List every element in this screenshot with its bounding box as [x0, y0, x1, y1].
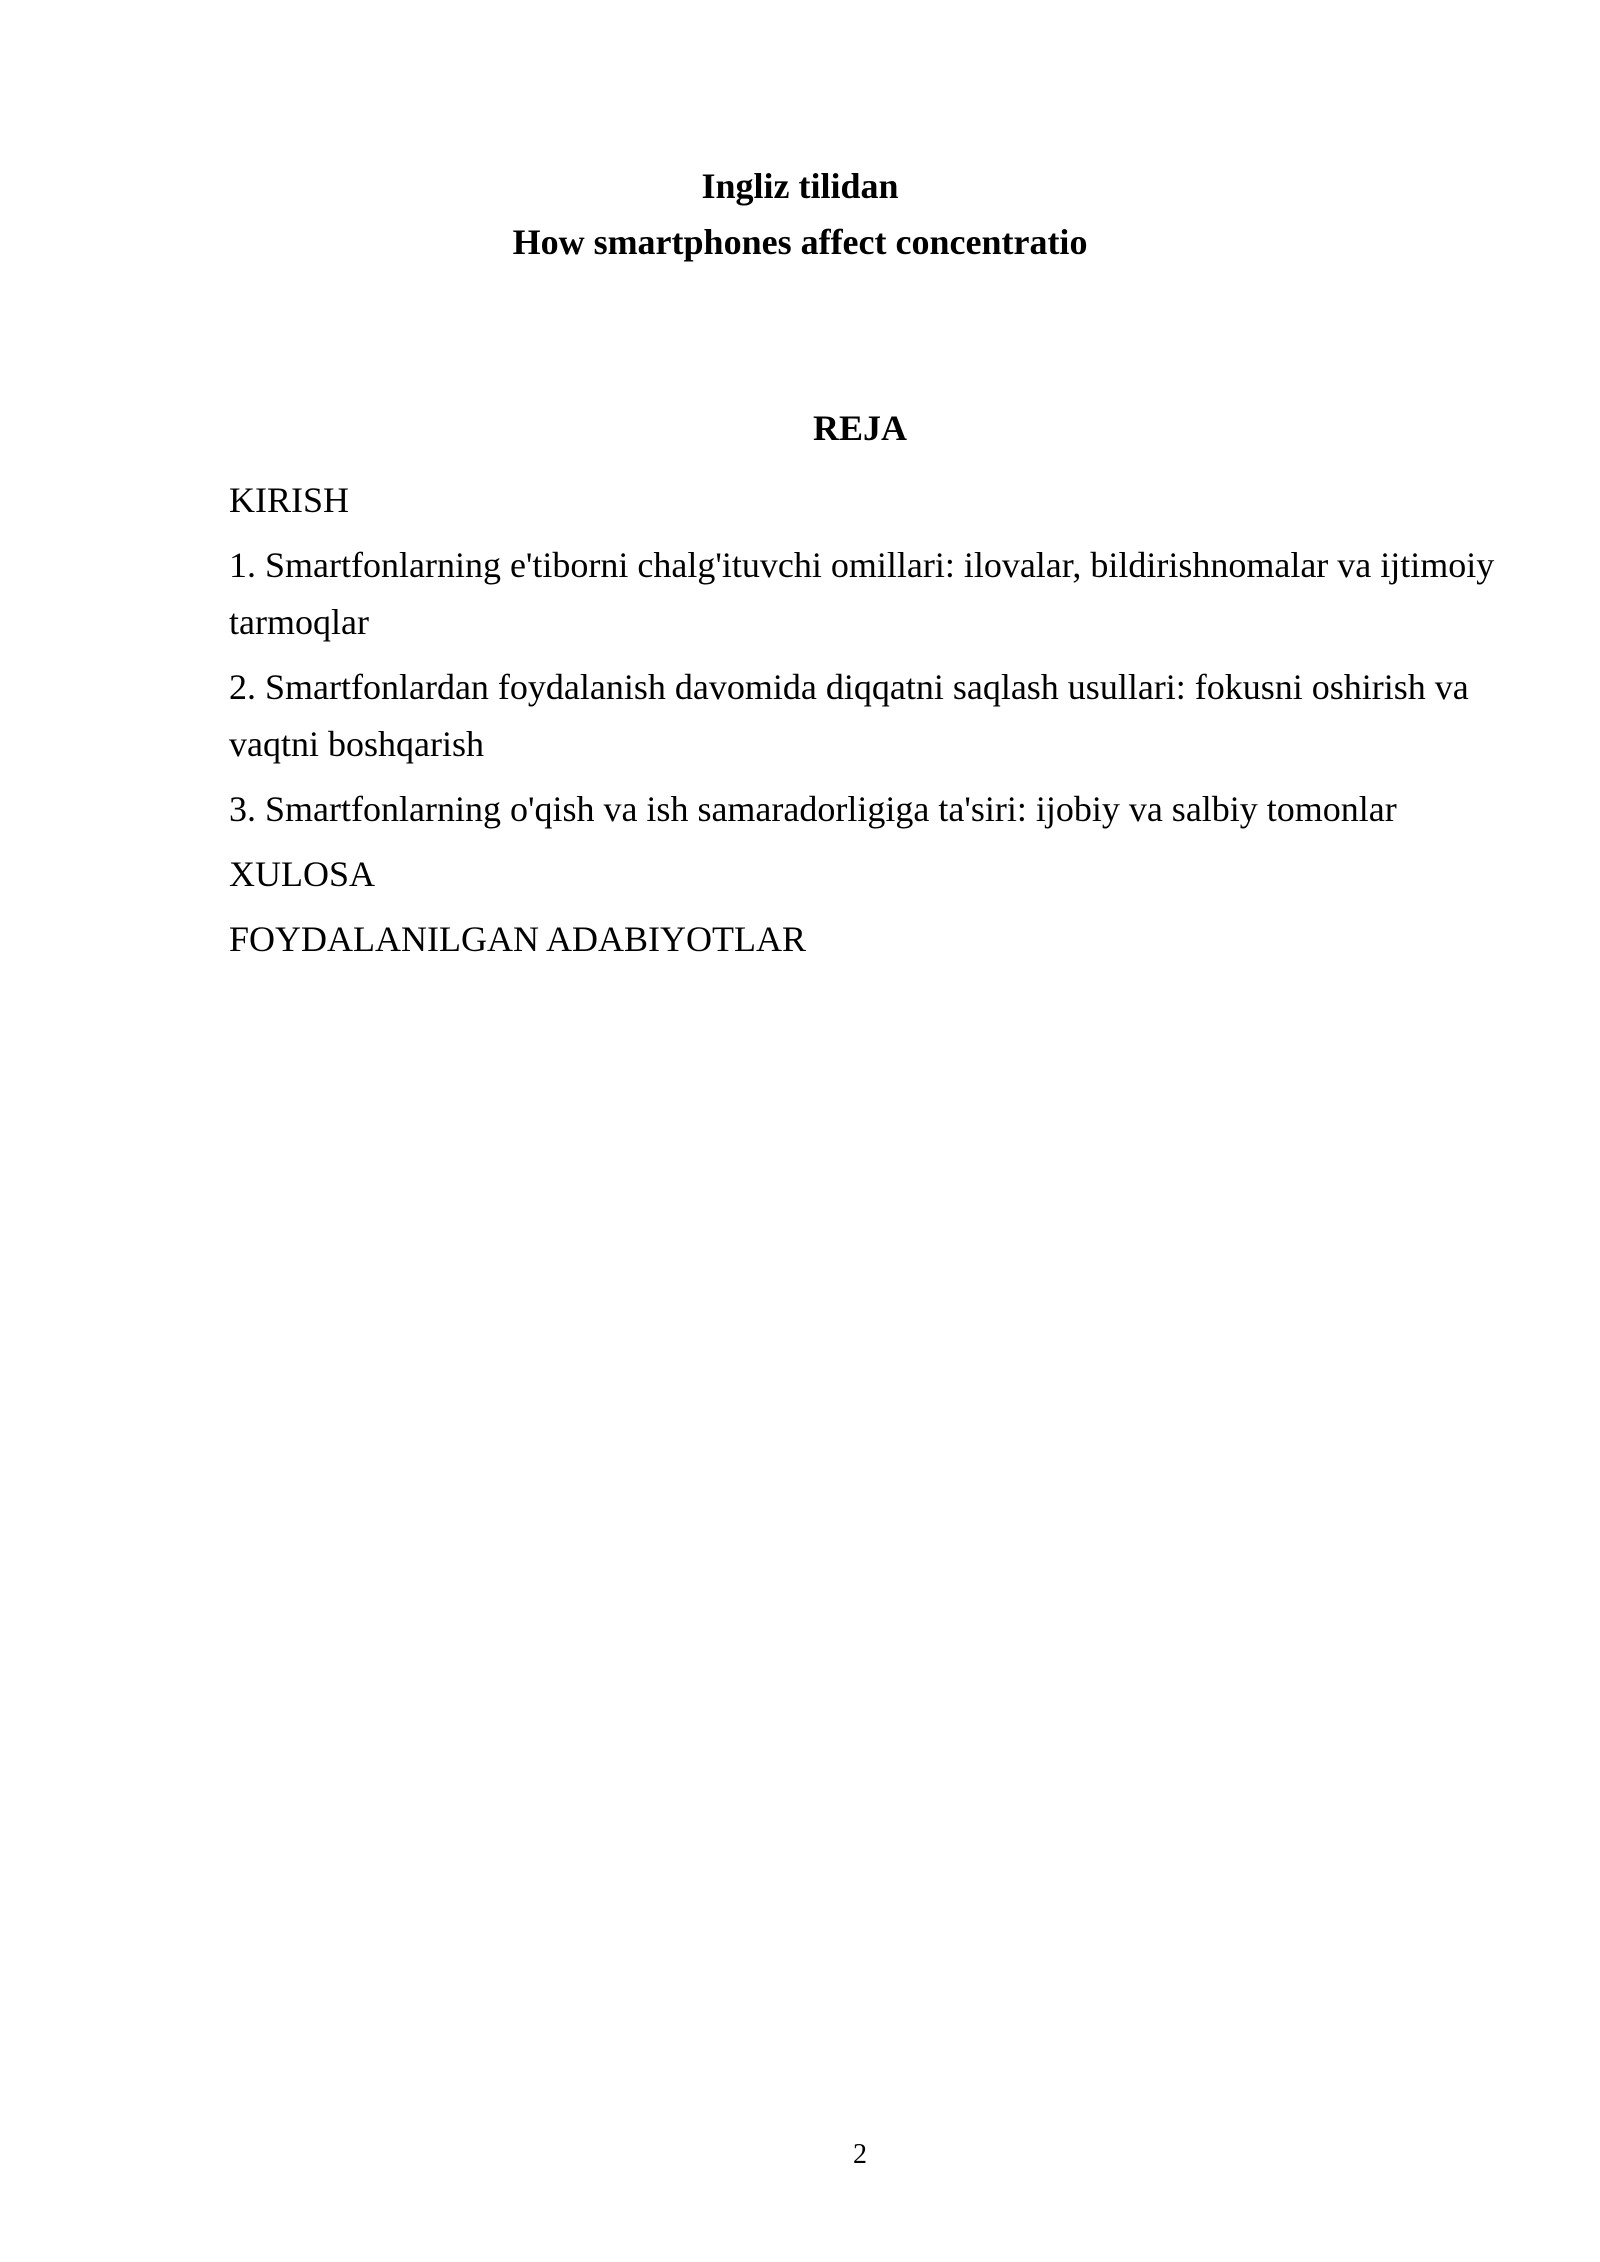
page-number: 2: [853, 2139, 867, 2170]
plan-item-3: 3. Smartfonlarning o'qish va ish samaradorligiga ta'siri: ijobiy va salbiy tomonlar: [229, 789, 1397, 829]
topic-heading: How smartphones affect concentratio: [512, 222, 1088, 262]
plan-item-2: 2. Smartfonlardan foydalanish davomida diqqatni saqlash usullari: fokusni oshirish va vaqtni boshqarish: [229, 667, 1469, 764]
subject-heading: Ingliz tilidan: [701, 166, 899, 206]
plan-title: REJA: [812, 408, 907, 448]
plan-list: [229, 472, 1519, 976]
plan-item-conclusion: XULOSA: [229, 854, 376, 894]
plan-item-introduction: KIRISH: [229, 480, 350, 520]
plan-item-1: 1. Smartfonlarning e'tiborni chalg'ituvchi omillari: ilovalar, bildirishnomalar va ijtimoiy tarmoqlar: [229, 545, 1495, 642]
plan-item-references: FOYDALANILGAN ADABIYOTLAR: [229, 919, 806, 959]
